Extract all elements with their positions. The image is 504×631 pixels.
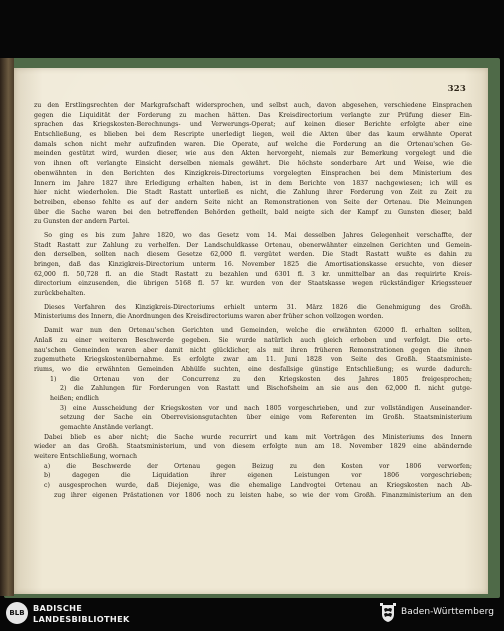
page-body-text xyxy=(34,101,472,501)
text-line: setzung der Sache ein Oberrevisionsgutachten über einige vom Referenten im Großh. Staatsministerium xyxy=(60,414,472,422)
page-number: 323 xyxy=(447,84,466,94)
book-spine xyxy=(0,58,14,596)
text-line: 3) eine Ausscheidung der Kriegskosten vor und nach 1805 vorgeschrieben, und zur vollständigen Auseinander- xyxy=(60,404,472,412)
text-line: wieder an das Großh. Staatsministerium, und von diesem erfolgte nun am 18. November 1829 eine abändernde xyxy=(34,443,472,451)
library-name-line1: BADISCHE xyxy=(33,603,83,613)
text-line: So ging es bis zum Jahre 1820, wo das Gesetz vom 14. Mai desselben Jahres Gelegenheit verschaffte, der xyxy=(44,231,472,239)
text-line: meinden gestützt wird, wurden dieser, wie aus den Akten hervorgeht, niemals zur Bemerkung vorgelegt und die xyxy=(34,150,472,158)
text-line: den derselben, sollten nach diesem Gesetze 62,000 fl. vergütet werden. Die Stadt Rastatt wußte es dahin zu xyxy=(34,251,472,259)
text-line: Ministeriums des Innern, die Anordnungen des Kreisdirectoriums waren aber früher schon vollzogen worden. xyxy=(34,313,384,321)
text-line: damals schon nicht mehr aufzufinden waren. Die Operate, auf welche die Forderung an die Ortenau'schen Ge- xyxy=(34,140,472,148)
text-line: Dabei blieb es aber nicht; die Sache wurde recurrirt und kam mit Vorträgen des Ministeriums des Innern xyxy=(44,433,472,441)
text-line: 2) die Zahlungen für Forderungen von Rastatt und Bischofsheim an sie aus den 62,000 fl. nicht gutge- xyxy=(60,385,472,393)
text-line: Entschließung, es blieben bei dem Rescripte unerledigt liegen, weil die Akten über das kaum erwähnte Operat xyxy=(34,131,472,139)
library-name-line2: LANDESBIBLIOTHEK xyxy=(33,613,130,624)
text-line: von ihnen oft verlangte Einsicht derselben niemals gewährt. Die höchste sonderbare Art und Weise, wie die xyxy=(34,160,472,168)
text-line: zug ihrer eigenen Prästationen vor 1806 noch zu leisten habe, so wie der vom Großh. Finanzministerium an den xyxy=(54,491,472,499)
text-line: über die Sache waren bei den betreffenden Behörden getheilt, bald neigte sich der Kampf zu Gunsten dieser, bald xyxy=(34,208,472,216)
scanned-page xyxy=(14,68,488,594)
text-line: riums, wo die erwähnten Gemeinden Abhülfe suchten, eine desfallsige günstige Entschließung; es wurde dadurch: xyxy=(34,365,472,373)
text-line: directorium einzusenden, die übrigen 5168 fl. 57 kr. wurden von der Staatskasse wegen rückständiger Kriegssteuer xyxy=(34,280,472,288)
text-line: zurückbehalten. xyxy=(34,290,86,298)
text-line: Dieses Verfahren des Kinzigkreis-Directoriums erhielt unterm 31. März 1826 die Genehmigung des Großh. xyxy=(44,303,472,311)
library-name[interactable] xyxy=(33,603,130,624)
blb-logo-icon[interactable]: BLB xyxy=(6,602,28,624)
text-line: zugemuthete Kriegskostenübernahme. Es erfolgte zwar am 11. Juni 1828 von Seite des Großh. Staatsministe- xyxy=(34,356,472,364)
text-line: gegen die Liquidität der Forderung zu machen hätten. Das Kreisdirectorium verlangte zur Prüfung dieser Ein- xyxy=(34,111,472,119)
footer-bar xyxy=(0,598,504,631)
text-line: 1) die Ortenau von der Concurrenz zu den Kriegskosten des Jahres 1805 freigesprochen; xyxy=(50,375,472,383)
text-line: zu den Erstlingsrechten der Markgrafschaft widersprochen, und selbst auch, davon abgesehen, verschiedene Einsprachen xyxy=(34,102,472,109)
text-line: zu Gunsten der andern Partei. xyxy=(34,218,130,226)
text-line: a) die Beschwerde der Ortenau gegen Beizug zu den Kosten vor 1806 verworfen; xyxy=(44,462,472,470)
text-line: b) dagegen die Liquidation ihrer eigenen Leistungen vor 1806 vorgeschrieben; xyxy=(44,472,472,480)
text-line: Stadt Rastatt zur Zahlung zu verhelfen. Der Landschuldkasse Ortenau, obenerwähnter einzelnen Gerichten und Gemein- xyxy=(34,241,472,249)
text-line: Anlaß zu einer weiteren Beschwerde gegeben. Sie wurde natürlich auch gleich erhoben und verfolgt. Die orte- xyxy=(34,336,472,344)
text-line: sprachen das Kriegskosten-Berechnungs- und Verwerungs-Operat; auf keinen dieser Berichte erfolgte aber eine xyxy=(34,121,472,129)
text-line: Innern im Jahre 1827 ihre Erledigung erhalten haben, ist in dem Berichte von 1837 nachgewiesen; ich will es xyxy=(34,179,472,187)
text-line: heißen; endlich xyxy=(50,394,99,402)
text-line: nau'schen Gemeinden waren aber damit nicht glücklicher, als mit ihren früheren Remonstrationen gegen die ihnen xyxy=(34,346,472,354)
text-line: hier nicht wiederholen. Die Stadt Rastatt unterließ es nicht, die Zahlung ihrer Forderung von Zeit zu Zeit zu xyxy=(34,189,472,197)
text-line: c) ausgesprochen wurde, daß Diejenige, was die ehemalige Landvogtei Ortenau an Kriegskosten nach Ab- xyxy=(44,482,472,490)
text-line: Damit war nun den Ortenau'schen Gerichten und Gemeinden, welche die erwähnten 62000 fl. erhalten sollten, xyxy=(44,327,472,335)
state-name[interactable]: Baden-Württemberg xyxy=(401,607,495,617)
baden-wuerttemberg-coat-of-arms-icon xyxy=(380,603,396,623)
text-line: obenwähnten in den Berichten des Kinzigkreis-Directoriums vorgelegten Einsprachen bei dem Ministerium des xyxy=(34,169,472,177)
text-line: bringen, daß das Kinzigkreis-Directorium unterm 16. November 1825 die Amortisationskasse ersuchte, von dieser xyxy=(34,261,472,268)
text-line: weitere Entschließung, wornach xyxy=(34,453,138,461)
text-line: betreiben, ebenso fehlte es auf der andern Seite nicht an Remonstrationen von Seite der Ortenau. Die Meinungen xyxy=(34,198,472,206)
text-line: gemachte Anstände verlangt. xyxy=(60,424,154,431)
text-line: 62,000 fl. 50,728 fl. an die Stadt Rastatt zu bezahlen und 6301 fl. 3 kr. unmittelbar an das requirirte Kreis- xyxy=(34,270,472,278)
